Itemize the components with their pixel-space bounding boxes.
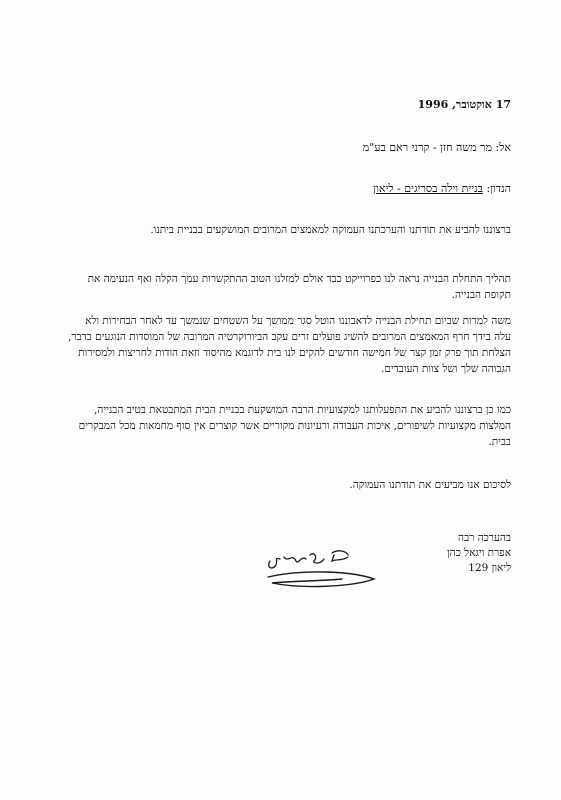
- paragraph-4: כמו כן ברצוננו להביע את התפעלותנו למקצועיות הרבה המושקעת בבניית הבית המתבטאת בטיב הבנייה, המלצות מקצועיות לשיפורים, איכות העבודה ורעיונות מקוריים אשר קוצרים אין סוף מחמאות מכל המבקרים בבית.: [78, 404, 511, 448]
- letter-recipient: אל: מר משה חזן - קרני ראם בע"מ: [362, 141, 511, 154]
- paragraph-3: משה למרות שביום תחילת הבנייה לדאבוננו הוטל סגר ממושך על השטחים שנמשך עד לאחר הבחירות ולא עלה בידך חרף המאמצים המרובים להשיג פועלים זרים עקב הביורוקרטיה המרובה של המוסדות הנוגעים בדבר, הצלחת תוך פרק זמן קצר של חמישה חודשים להקים לנו בית לדוגמא מהיסוד וזאת הודות לחריצות ולמסירות הגבוהה שלך ושל צוות העובדים.: [68, 315, 511, 375]
- paragraph-1: ברצוננו להביע את תודתנו והערכתנו העמוקה למאמצים המרובים המושקעים בבניית ביתנו.: [150, 224, 511, 236]
- handwritten-signature: [262, 547, 382, 591]
- subject-text: בניית וילה בסריגים - ליאון: [373, 182, 483, 195]
- sign-off: בהערכה רבה: [458, 532, 511, 544]
- sender-address: ליאון 129: [468, 562, 511, 574]
- subject-prefix: הנדון:: [482, 182, 511, 195]
- letter-date: 17 אוקטובר, 1996: [417, 98, 511, 111]
- sender-names: אפרת ויגאל כהן: [446, 547, 511, 559]
- letter-subject: [66, 181, 511, 197]
- paragraph-5: לסיכום אנו מביעים את תודתנו העמוקה.: [349, 479, 511, 491]
- paragraph-2: תהליך התחלת הבנייה נראה לנו כפרוייקט כבד אולם למזלנו הטוב ההתקשרות עמך הקלה ואף הנעימה את תקופת הבנייה.: [87, 273, 511, 301]
